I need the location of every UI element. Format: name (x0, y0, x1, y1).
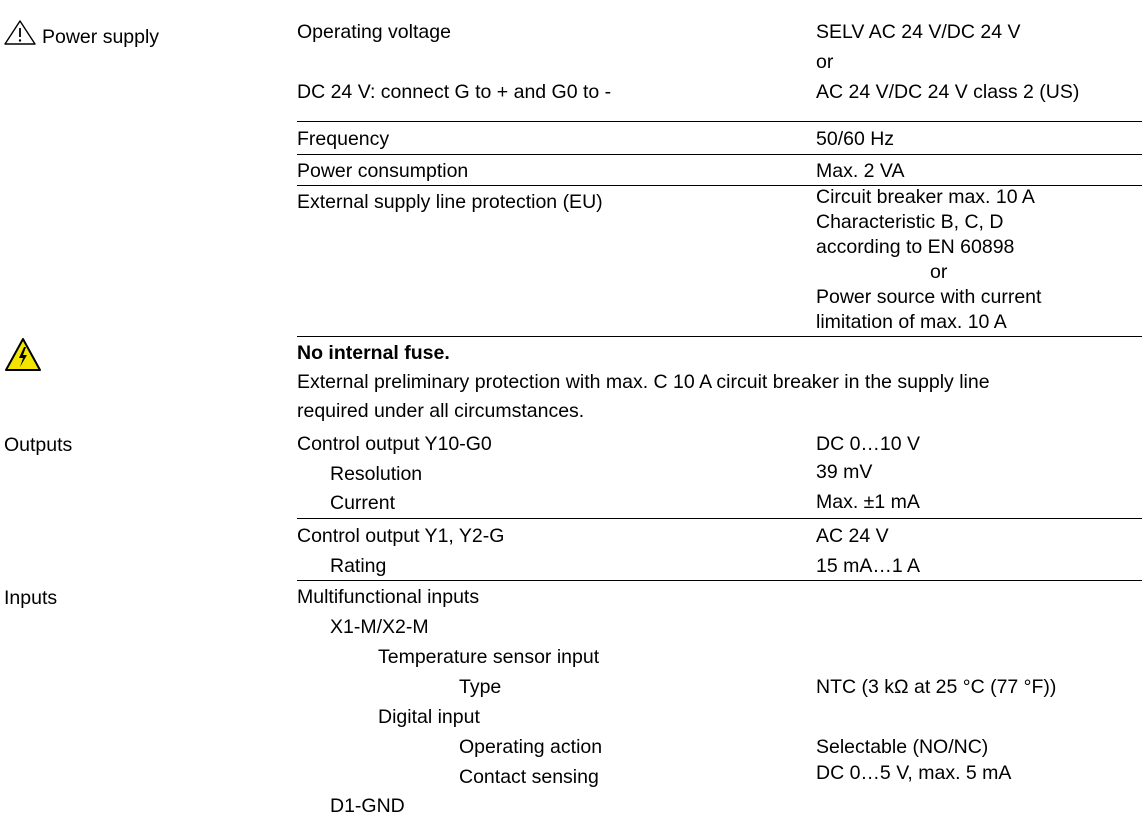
control-output-y10-label: Control output Y10-G0 (297, 433, 492, 455)
multifunctional-inputs-label: Multifunctional inputs (297, 586, 480, 608)
supply-protection-label: External supply line protection (EU) (297, 191, 603, 213)
divider (297, 121, 1142, 122)
divider (297, 580, 1142, 581)
supply-protection-line: limitation of max. 10 A (816, 311, 1007, 333)
divider (297, 336, 1142, 337)
contact-sensing-value: DC 0…5 V, max. 5 mA (816, 762, 1012, 784)
section-power-supply: Power supply (42, 26, 160, 48)
digital-input-label: Digital input (378, 706, 480, 728)
frequency-label: Frequency (297, 128, 390, 150)
warning-text: External preliminary protection with max. C 10 A circuit breaker in the supply line (297, 371, 990, 393)
operating-voltage-or: or (816, 51, 834, 73)
operating-voltage-value-us: AC 24 V/DC 24 V class 2 (US) (816, 81, 1080, 103)
power-consumption-label: Power consumption (297, 160, 469, 182)
warning-text: required under all circumstances. (297, 400, 585, 422)
control-output-y1y2-value: AC 24 V (816, 525, 889, 547)
supply-protection-line: according to EN 60898 (816, 236, 1015, 258)
supply-protection-line: Circuit breaker max. 10 A (816, 186, 1035, 208)
resolution-label: Resolution (330, 463, 423, 485)
caution-triangle-icon (4, 20, 36, 46)
control-output-y1y2-label: Control output Y1, Y2-G (297, 525, 505, 547)
frequency-value: 50/60 Hz (816, 128, 895, 150)
current-label: Current (330, 492, 396, 514)
control-output-y10-value: DC 0…10 V (816, 433, 921, 455)
divider (297, 154, 1142, 155)
type-value: NTC (3 kΩ at 25 °C (77 °F)) (816, 676, 1057, 698)
rating-value: 15 mA…1 A (816, 555, 921, 577)
operating-voltage-value: SELV AC 24 V/DC 24 V (816, 21, 1021, 43)
supply-protection-line: Power source with current (816, 286, 1042, 308)
dc-connection-note: DC 24 V: connect G to + and G0 to - (297, 81, 612, 103)
warning-title: No internal fuse. (297, 342, 450, 364)
operating-voltage-label: Operating voltage (297, 21, 451, 43)
resolution-value: 39 mV (816, 461, 873, 483)
divider (297, 518, 1142, 519)
contact-sensing-label: Contact sensing (459, 766, 599, 788)
power-consumption-value: Max. 2 VA (816, 160, 905, 182)
section-outputs: Outputs (4, 434, 73, 456)
operating-action-value: Selectable (NO/NC) (816, 736, 989, 758)
temperature-sensor-label: Temperature sensor input (378, 646, 600, 668)
current-value: Max. ±1 mA (816, 491, 920, 513)
supply-protection-line: Characteristic B, C, D (816, 211, 1004, 233)
high-voltage-warning-icon (4, 337, 42, 373)
rating-label: Rating (330, 555, 387, 577)
supply-protection-line: or (930, 261, 948, 283)
d1-gnd-label: D1-GND (330, 795, 405, 817)
section-inputs: Inputs (4, 587, 58, 609)
type-label: Type (459, 676, 502, 698)
operating-action-label: Operating action (459, 736, 603, 758)
x1x2-label: X1-M/X2-M (330, 616, 429, 638)
